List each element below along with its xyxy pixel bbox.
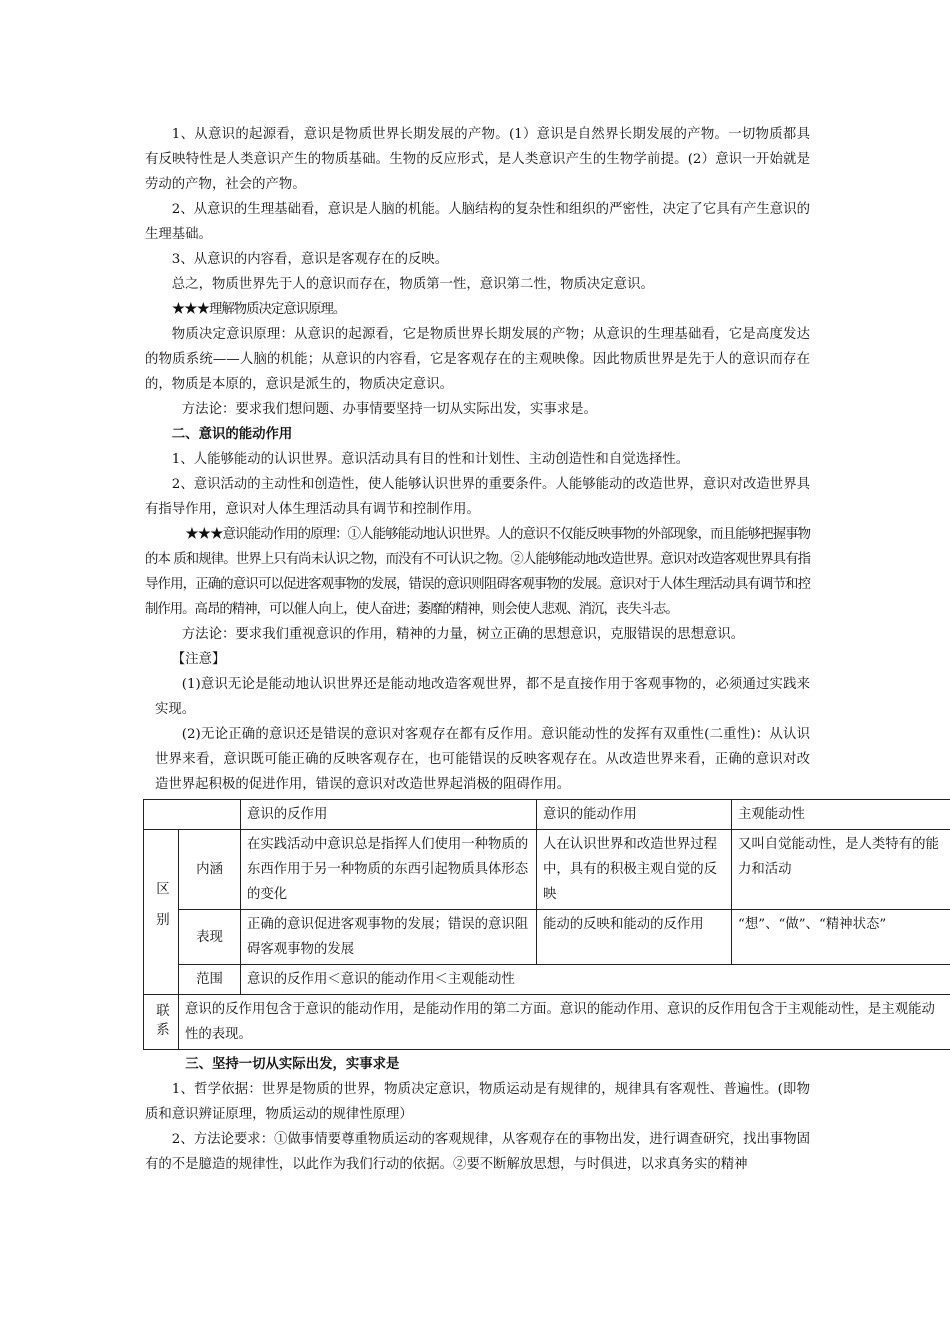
row-label-cell: 范围 bbox=[179, 965, 241, 995]
document-body bbox=[145, 122, 939, 1177]
paragraph: 总之，物质世界先于人的意识而存在，物质第一性，意识第二性，物质决定意识。 bbox=[171, 277, 654, 292]
paragraph: 2、意识活动的主动性和创造性，使人能够认识世界的重要条件。人能够能动的改造世界，意识对改造世界具有指导作用，意识对人体生理活动具有调节和控制作用。 bbox=[145, 477, 810, 517]
table-cell: 意识的反作用＜意识的能动作用＜主观能动性 bbox=[241, 965, 950, 995]
section-heading-3: 三、坚持一切从实际出发，实事求是 bbox=[185, 1056, 400, 1072]
table-header-row bbox=[144, 800, 950, 830]
key-point-paragraph: ★★★意识能动作用的原理：①人能够能动地认识世界。人的意识不仅能反映事物的外部现象，而且能够把握事物的本 质和规律。世界上只有尚未认识之物，而没有不可认识之物。②人能够能动地改造世界。意识对改造客观世界具有指导作用，正确的意识可以促进客观事物的发展，错误的意识则阻碍客观事物的发展。意识对于人体生理活动具有调节和控制作用。高昂的精神，可以催人向上，使人奋进；萎靡的精神，则会使人悲观、消沉，丧失斗志。 bbox=[145, 527, 810, 617]
paragraph: 2、方法论要求：①做事情要尊重物质运动的客观规律，从客观存在的事物出发，进行调查研究，找出事物固有的不是臆造的规律性，以此作为我们行动的依据。②要不断解放思想，与时俱进，以求真务实的精神 bbox=[145, 1132, 810, 1172]
paragraph: 物质决定意识原理：从意识的起源看，它是物质世界长期发展的产物；从意识的生理基础看，它是高度发达的物质系统——人脑的机能；从意识的内容看，它是客观存在的主观映像。因此物质世界是先于人的意识而存在的，物质是本原的，意识是派生的，物质决定意识。 bbox=[145, 327, 810, 392]
methodology-paragraph: 方法论：要求我们重视意识的作用，精神的力量，树立正确的思想意识，克服错误的思想意识。 bbox=[181, 627, 745, 642]
table-header-cell: 主观能动性 bbox=[732, 800, 950, 830]
table-cell: 在实践活动中意识总是指挥人们使用一种物质的东西作用于另一种物质的东西引起物质具体形态的变化 bbox=[241, 830, 537, 910]
table-cell: 意识的反作用包含于意识的能动作用，是能动作用的第二方面。意识的能动作用、意识的反作用包含于主观能动性，是主观能动性的表现。 bbox=[179, 995, 950, 1050]
table-header-cell: 意识的能动作用 bbox=[537, 800, 732, 830]
table-cell: “想”、“做”、“精神状态” bbox=[732, 910, 950, 965]
paragraph: 1、从意识的起源看，意识是物质世界长期发展的产物。(1）意识是自然界长期发展的产物。一切物质都具有反映特性是人类意识产生的物质基础。生物的反应形式，是人类意识产生的生物学前提。(2）意识一开始就是劳动的产物，社会的产物。 bbox=[145, 127, 810, 192]
table-cell: 能动的反映和能动的反作用 bbox=[537, 910, 732, 965]
paragraph: 1、哲学依据：世界是物质的世界，物质决定意识，物质运动是有规律的，规律具有客观性、普遍性。(即物质和意识辨证原理，物质运动的规律性原理） bbox=[145, 1082, 810, 1122]
key-point-heading: ★★★理解物质决定意识原理。 bbox=[171, 302, 346, 317]
link-label-cell: 联系 bbox=[144, 995, 179, 1050]
note-heading: 【注意】 bbox=[171, 652, 226, 667]
table-row bbox=[144, 910, 950, 965]
row-label-cell: 内涵 bbox=[179, 830, 241, 910]
diff-label-cell: 区别 bbox=[144, 830, 179, 995]
note-paragraph: (2)无论正确的意识还是错误的意识对客观存在都有反作用。意识能动性的发挥有双重性(二重性)：从认识世界来看，意识既可能正确的反映客观存在，也可能错误的反映客观存在。从改造世界来看，正确的意识对改造世界起积极的促进作用，错误的意识对改造世界起消极的阻碍作用。 bbox=[155, 727, 810, 792]
table-cell: 又叫自觉能动性，是人类特有的能力和活动 bbox=[732, 830, 950, 910]
table-cell: 正确的意识促进客观事物的发展；错误的意识阻碍客观事物的发展 bbox=[241, 910, 537, 965]
table-row bbox=[144, 995, 950, 1050]
paragraph: 1、人能够能动的认识世界。意识活动具有目的性和计划性、主动创造性和自觉选择性。 bbox=[171, 452, 690, 467]
note-paragraph: (1)意识无论是能动地认识世界还是能动地改造客观世界，都不是直接作用于客观事物的，必须通过实践来实现。 bbox=[155, 677, 810, 717]
table-row bbox=[144, 965, 950, 995]
methodology-paragraph: 方法论：要求我们想问题、办事情要坚持一切从实际出发，实事求是。 bbox=[181, 402, 597, 417]
table-corner-cell bbox=[144, 800, 241, 830]
row-label-cell: 表现 bbox=[179, 910, 241, 965]
section-heading-2: 二、意识的能动作用 bbox=[171, 426, 293, 442]
table-header-cell: 意识的反作用 bbox=[241, 800, 537, 830]
paragraph: 3、从意识的内容看，意识是客观存在的反映。 bbox=[171, 252, 449, 267]
table-cell: 人在认识世界和改造世界过程中，具有的积极主观自觉的反映 bbox=[537, 830, 732, 910]
paragraph: 2、从意识的生理基础看，意识是人脑的机能。人脑结构的复杂性和组织的严密性，决定了它具有产生意识的生理基础。 bbox=[145, 202, 810, 242]
table-row bbox=[144, 830, 950, 910]
comparison-table bbox=[143, 799, 950, 1050]
